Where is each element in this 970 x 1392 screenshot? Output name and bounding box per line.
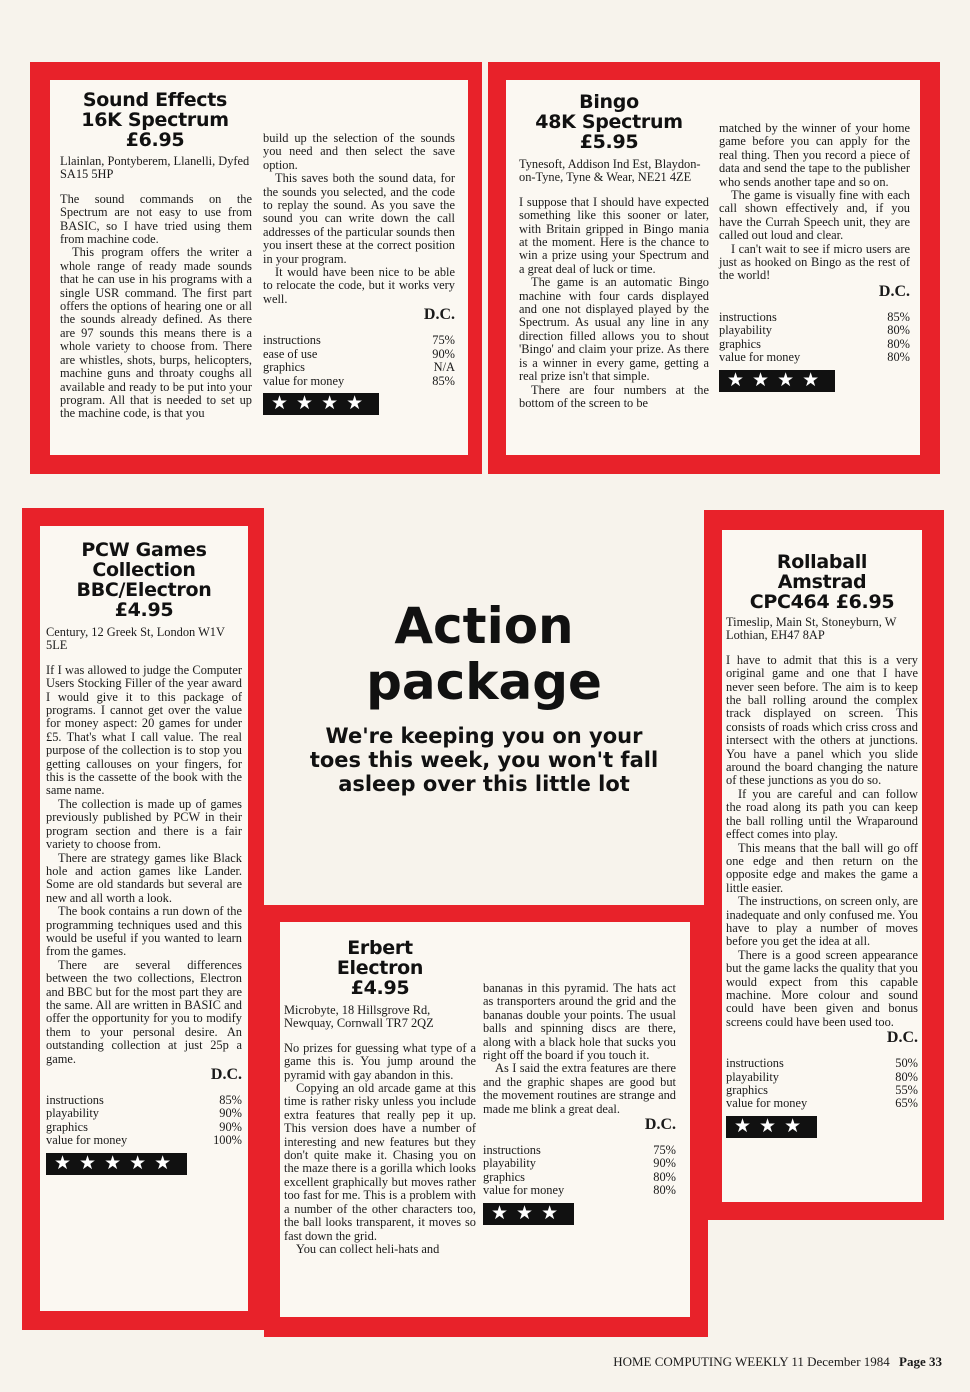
paragraph: You can collect heli-hats and <box>296 1241 440 1256</box>
rollaball-title <box>722 552 922 612</box>
address: Tynesoft, Addison Ind Est, Blaydon-on-Tyne, Tyne & Wear, NE21 4ZE <box>519 157 701 185</box>
title-line: 48K Spectrum <box>535 111 683 133</box>
rating-value: 90% <box>219 1119 242 1134</box>
rating-label: instructions <box>483 1143 541 1158</box>
rating-row <box>46 1094 242 1107</box>
subtitle-line: We're keeping you on your <box>325 724 643 748</box>
paragraph: I have to admit that this is a very original game and one that I have never seen before. The aim is to keep the ball rolling around the complex track displayed on screen. This consists of roads which criss cross and intersect with the others at junctions. You have a panel which you slide around the board changing the nature of these junctions as you do so. <box>726 652 918 788</box>
bingo-col1 <box>519 158 709 410</box>
ratings-table <box>483 1144 676 1198</box>
ratings-table <box>719 311 910 365</box>
rating-label: playability <box>483 1156 536 1171</box>
bingo-title <box>506 92 712 152</box>
address: Microbyte, 18 Hillsgrove Rd, Newquay, Cornwall TR7 2QZ <box>284 1003 434 1031</box>
rating-value: 80% <box>887 323 910 338</box>
subtitle-line: toes this week, you won't fall <box>309 748 659 772</box>
paragraph: I can't wait to see if micro users are just as hooked on Bingo as the rest of the world! <box>719 241 910 283</box>
erbert-col2 <box>483 982 676 1225</box>
rating-label: graphics <box>726 1083 768 1097</box>
rating-label: playability <box>719 323 772 338</box>
rating-label: instructions <box>46 1093 104 1107</box>
rating-row <box>46 1121 242 1134</box>
paragraph: The game is visually fine with each call shown effectively and, if you have the Currah Speech unit, they are called out loud and clear. <box>719 188 910 243</box>
star-rating: ★★★★ <box>263 393 379 415</box>
paragraph: There are several differences between the two collections, Electron and BBC but for the most part they are the same. All are written in BASIC and offer the opportunity for you to modify them to your personal desire. An outstanding collection at just 25p a game. <box>46 957 242 1066</box>
title-line: Sound Effects <box>82 89 228 111</box>
paragraph: This saves both the sound data, for the sounds you selected, and the code to replay the sound. As you save the sound you can write down the call addresses of the particular sounds then you insert these at the correct position in your program. <box>263 171 455 266</box>
pcw-col <box>46 626 242 1175</box>
paragraph: The sound commands on the Spectrum are not easy to use from BASIC, so I have tried using them from machine code. <box>60 191 252 247</box>
headline-title: package <box>366 653 602 711</box>
rating-label: playability <box>726 1069 779 1084</box>
bingo-col2 <box>719 122 910 392</box>
signature: D.C. <box>210 1066 242 1083</box>
paragraph: This program offers the writer a whole range of ready made sounds that he can use in his programs with a single USR command. The first part offers the options of hearing one or all the sounds already defined. As there are 97 sounds this means there is a whole variety to choose from. There are whistles, shots, burps, helicopters, machine guns and throaty coughs all available and ready to be put into your program. All that is needed to set up the machine code, is that you <box>60 245 252 421</box>
rating-label: instructions <box>263 333 321 348</box>
title-line: Erbert <box>347 937 413 959</box>
rating-label: instructions <box>726 1056 784 1071</box>
page-footer <box>613 1354 942 1370</box>
paragraph: As I said the extra features are there and the graphic shapes are good but the movement routines are strange and made me blink a great deal. <box>483 1061 676 1116</box>
star-rating: ★★★ <box>726 1116 817 1138</box>
rating-row <box>263 375 455 388</box>
rating-row <box>483 1144 676 1157</box>
paragraph: build up the selection of the sounds you need and then select the save option. <box>263 131 455 172</box>
paragraph: matched by the winner of your home game before you can apply for the real thing. Then you record a piece of data and send the tape to the publisher who sends another tape and so on. <box>719 121 910 189</box>
erbert-title <box>280 938 480 998</box>
ratings-table <box>263 334 455 388</box>
rating-value: 90% <box>653 1156 676 1171</box>
rating-row <box>263 348 455 361</box>
title-line: BBC/Electron <box>76 579 212 601</box>
ratings-table <box>726 1057 918 1111</box>
rating-label: value for money <box>263 373 345 388</box>
magazine-issue: HOME COMPUTING WEEKLY 11 December 1984 <box>613 1354 890 1369</box>
rating-row <box>726 1071 918 1084</box>
rating-label: graphics <box>263 360 305 375</box>
ratings-table <box>46 1094 242 1148</box>
rating-label: graphics <box>719 336 761 351</box>
rating-value: 90% <box>432 346 455 361</box>
title-line: CPC464 £6.95 <box>749 591 895 613</box>
price: £4.95 <box>114 599 174 621</box>
star-rating: ★★★★★ <box>46 1153 187 1175</box>
address: Timeslip, Main St, Stoneyburn, W Lothian, EH47 8AP <box>726 615 897 643</box>
rollaball-review <box>722 530 922 1202</box>
signature: D.C. <box>886 1029 918 1047</box>
rating-row <box>483 1171 676 1184</box>
sound-effects-col2 <box>263 132 455 415</box>
page-number: Page 33 <box>899 1354 942 1369</box>
rating-label: playability <box>46 1106 99 1121</box>
paragraph: It would have been nice to be able to relocate the code, but it works very well. <box>263 265 455 306</box>
rating-row <box>46 1107 242 1120</box>
paragraph: The game is an automatic Bingo machine with four cards displayed and one not displayed played by the Spectrum. As usual any line in any direction filled allows you to shout 'Bingo' and claim your prize. As there is a winner in every game, getting a real prize isn't that simple. <box>519 275 709 384</box>
pcw-review <box>40 526 248 1311</box>
paragraph: There are four numbers at the bottom of the screen to be <box>519 382 709 410</box>
headline-title: Action <box>394 597 574 655</box>
rating-value: 85% <box>219 1093 242 1107</box>
paragraph: bananas in this pyramid. The hats act as transporters around the grid and the bananas double your points. The usual balls and spinning discs are there, along with a black hole that sucks you right off the board if you touch it. <box>483 981 676 1063</box>
rating-value: 80% <box>653 1183 676 1198</box>
rating-row <box>726 1057 918 1070</box>
price: £4.95 <box>350 977 410 999</box>
rating-label: instructions <box>719 309 777 324</box>
rating-row <box>719 351 910 364</box>
rating-label: graphics <box>483 1169 525 1184</box>
rating-row <box>719 311 910 324</box>
subtitle-line: asleep over this little lot <box>338 772 630 796</box>
paragraph: No prizes for guessing what type of a game this is. You jump around the pyramid with gay abandon in this. <box>284 1040 476 1082</box>
address: Century, 12 Greek St, London W1V 5LE <box>46 625 225 653</box>
rating-value: 80% <box>887 336 910 351</box>
title-line: PCW Games <box>81 539 207 561</box>
star-rating: ★★★ <box>483 1203 574 1225</box>
rating-value: 50% <box>895 1056 918 1071</box>
star-rating: ★★★★ <box>719 370 835 392</box>
rating-row <box>726 1084 918 1097</box>
rating-row <box>483 1157 676 1170</box>
rating-value: 75% <box>653 1143 676 1158</box>
rating-label: value for money <box>726 1096 808 1111</box>
title-line: Amstrad <box>777 571 867 593</box>
sound-effects-review <box>50 80 468 455</box>
rating-row <box>263 334 455 347</box>
rating-label: graphics <box>46 1119 88 1134</box>
title-line: Rollaball <box>776 551 868 573</box>
rating-value: 90% <box>219 1106 242 1121</box>
rating-label: value for money <box>719 350 801 365</box>
paragraph: If you are careful and can follow the road along its path you can keep the ball rolling until the Wraparound effect comes into play. <box>726 786 918 842</box>
headline-subtitle <box>268 724 700 796</box>
rating-label: value for money <box>483 1183 565 1198</box>
signature: D.C. <box>423 306 455 324</box>
rating-label: ease of use <box>263 346 318 361</box>
erbert-col1 <box>284 1004 476 1256</box>
paragraph: The instructions, on screen only, are inadequate and only confused me. You have to play a number of moves before you get the idea at all. <box>726 894 918 949</box>
rating-value: N/A <box>433 360 455 375</box>
paragraph: The book contains a run down of the programming techniques used and this would be useful if you wanted to learn from the games. <box>46 904 242 959</box>
rating-row <box>263 361 455 374</box>
rating-value: 80% <box>895 1069 918 1084</box>
rating-value: 85% <box>887 309 910 324</box>
title-line: 16K Spectrum <box>81 109 229 131</box>
rating-value: 100% <box>213 1133 242 1148</box>
rating-label: value for money <box>46 1133 128 1148</box>
rating-value: 80% <box>653 1169 676 1184</box>
rating-row <box>46 1134 242 1147</box>
title-line: Bingo <box>579 91 639 113</box>
rating-row <box>483 1184 676 1197</box>
signature: D.C. <box>644 1116 676 1134</box>
rating-value: 75% <box>432 333 455 348</box>
price: £5.95 <box>579 131 639 153</box>
sound-effects-col1 <box>60 155 252 421</box>
address: Llainlan, Pontyberem, Llanelli, Dyfed SA15 5HP <box>60 154 250 182</box>
rating-value: 85% <box>432 373 455 388</box>
paragraph: If I was allowed to judge the Computer Users Stocking Filler of the year award I would give it to this package of programs. I cannot get over the value for money aspect: 20 games for under £5. That's what I call value. The real purpose of the collection is to stop you getting callouses on your fingers, for this is the cassette of the book with the same name. <box>46 662 242 798</box>
bingo-review <box>506 80 920 455</box>
paragraph: This means that the ball will go off one edge and then return on the opposite edge and makes the game a little easier. <box>726 840 918 895</box>
rating-value: 65% <box>895 1096 918 1111</box>
rollaball-col <box>726 616 918 1138</box>
rating-value: 55% <box>895 1083 918 1097</box>
erbert-review <box>280 922 690 1317</box>
pcw-title <box>40 540 248 620</box>
signature: D.C. <box>878 282 910 300</box>
paragraph: I suppose that I should have expected something like this sooner or later, with Britain gripped in Bingo mania at the moment. Here is the chance to win a prize using your Spectrum and a great deal of luck or time. <box>519 194 709 276</box>
paragraph: There is a good screen appearance but the game lacks the quality that you would expect from this capable machine. More colour and sound could have been given and bonus screens could have been used too. <box>726 947 918 1029</box>
rating-row <box>719 324 910 337</box>
rating-row <box>726 1097 918 1110</box>
feature-headline <box>268 598 700 796</box>
title-line: Collection <box>92 559 196 581</box>
paragraph: There are strategy games like Black hole and action games like Lander. Some are old standards but several are new and all worth a look. <box>46 850 242 905</box>
paragraph: Copying an old arcade game at this time is rather risky unless you include extra features that really pep it up. This version does have a number of interesting and new features but they don't quite make it. Chasing you on the maze there is a gorilla which looks excellent graphically but moves rather too fast for me. This is a problem with a number of the other characters too, the ball looks transparent, it moves so fast down the grid. <box>284 1081 476 1243</box>
rating-row <box>719 338 910 351</box>
title-line: Electron <box>336 957 424 979</box>
paragraph: The collection is made up of games previously published by PCW in their program section and there is a fair variety to choose from. <box>46 796 242 852</box>
rating-value: 80% <box>887 350 910 365</box>
sound-effects-title <box>50 90 260 150</box>
price: £6.95 <box>125 129 185 151</box>
